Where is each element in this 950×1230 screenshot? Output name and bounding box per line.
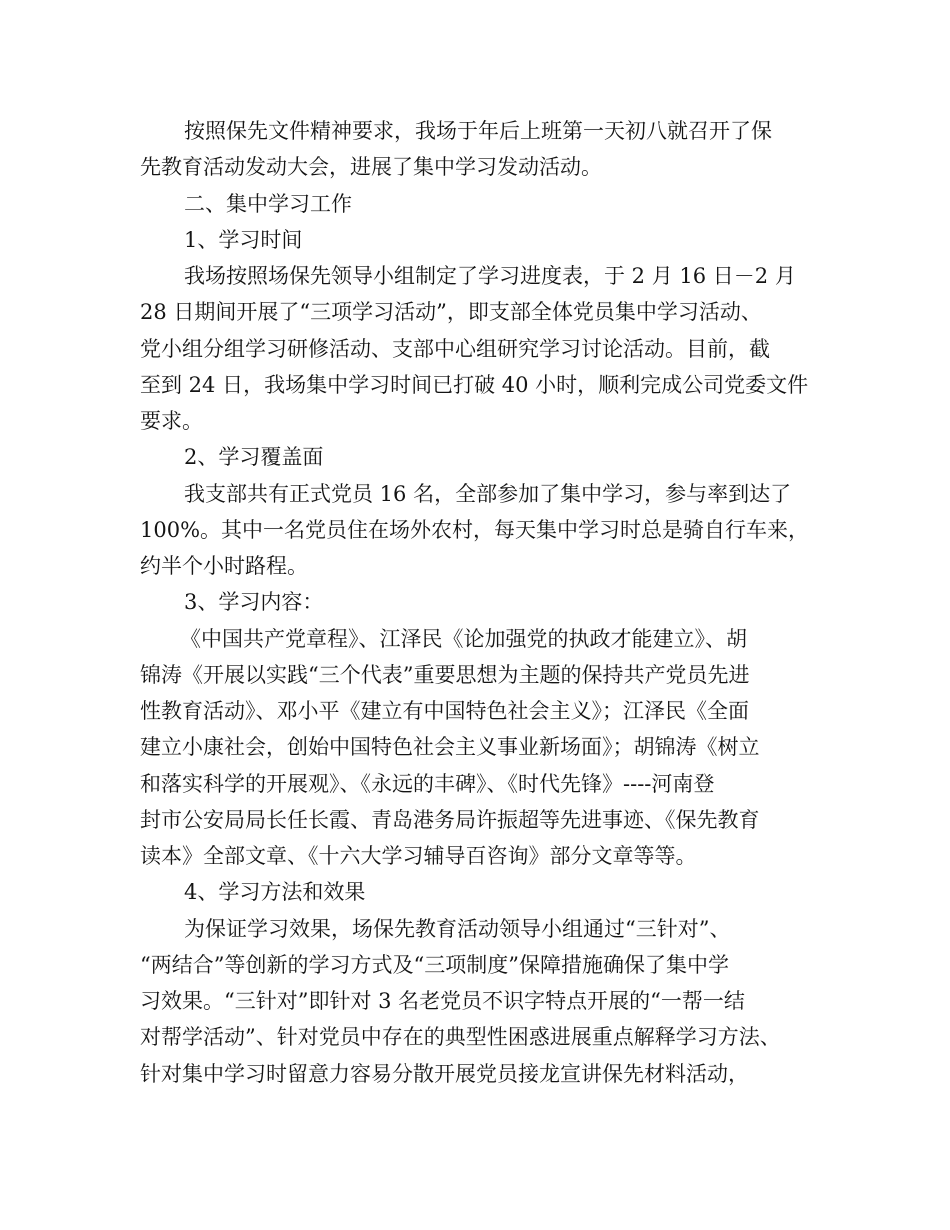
subsection-heading: 4、学习方法和效果 — [184, 880, 366, 905]
paragraph-line: 要求。 — [140, 409, 203, 433]
paragraph-line: 封市公安局局长任长霞、青岛港务局许振超等先进事迹、《保先教育 — [140, 807, 760, 832]
paragraph-line: “两结合”等创新的学习方式及“三项制度”保障措施确保了集中学 — [140, 952, 729, 977]
paragraph-line: 100%。其中一名党员住在场外农村，每天集中学习时总是骑自行车来， — [140, 517, 810, 542]
paragraph-line: 我场按照场保先领导小组制定了学习进度表，于 2 月 16 日－2 月 — [184, 264, 796, 288]
paragraph-line: 针对集中学习时留意力容易分散开展党员接龙宣讲保先材料活动， — [140, 1061, 749, 1086]
paragraph-line: 按照保先文件精神要求，我场于年后上班第一天初八就召开了保 — [184, 119, 772, 143]
paragraph-line: 锦涛《开展以实践“三个代表”重要思想为主题的保持共产党员先进 — [140, 662, 750, 687]
paragraph-line: 约半个小时路程。 — [140, 554, 308, 578]
paragraph-line: 对帮学活动”、针对党员中存在的典型性困惑进展重点解释学习方法、 — [140, 1025, 781, 1050]
paragraph-line: 《中国共产党章程》、江泽民《论加强党的执政才能建立》、胡 — [180, 626, 747, 651]
body-text — [140, 113, 812, 1092]
subsection-heading: 3、学习内容： — [184, 590, 324, 615]
paragraph-line: 我支部共有正式党员 16 名，全部参加了集中学习，参与率到达了 — [184, 481, 792, 506]
paragraph-line: 至到 24 日，我场集中学习时间已打破 40 小时，顺利完成公司党委文件 — [140, 372, 809, 397]
paragraph-line: 党小组分组学习研修活动、支部中心组研究学习讨论活动。目前，截 — [140, 336, 770, 361]
paragraph-line: 先教育活动发动大会，进展了集中学习发动活动。 — [140, 155, 602, 180]
subsection-heading: 2、学习覆盖面 — [184, 445, 324, 470]
paragraph-line: 读本》全部文章、《十六大学习辅导百咨询》部分文章等等。 — [140, 844, 697, 868]
paragraph-line: 和落实科学的开展观》、《永远的丰碑》、《时代先锋》----河南登 — [140, 771, 715, 796]
subsection-heading: 1、学习时间 — [184, 227, 303, 252]
paragraph-line: 28 日期间开展了“三项学习活动”，即支部全体党员集中学习活动、 — [140, 300, 762, 325]
paragraph-line: 建立小康社会，创始中国特色社会主义事业新场面》；胡锦涛《树立 — [140, 735, 760, 760]
paragraph-line: 性教育活动》、邓小平《建立有中国特色社会主义》；江泽民《全面 — [140, 699, 749, 723]
section-heading: 二、集中学习工作 — [184, 191, 352, 216]
paragraph-line: 为保证学习效果，场保先教育活动领导小组通过“三针对”、 — [184, 916, 731, 941]
paragraph-line: 习效果。“三针对”即针对 3 名老党员不识字特点开展的“一帮一结 — [140, 989, 745, 1013]
